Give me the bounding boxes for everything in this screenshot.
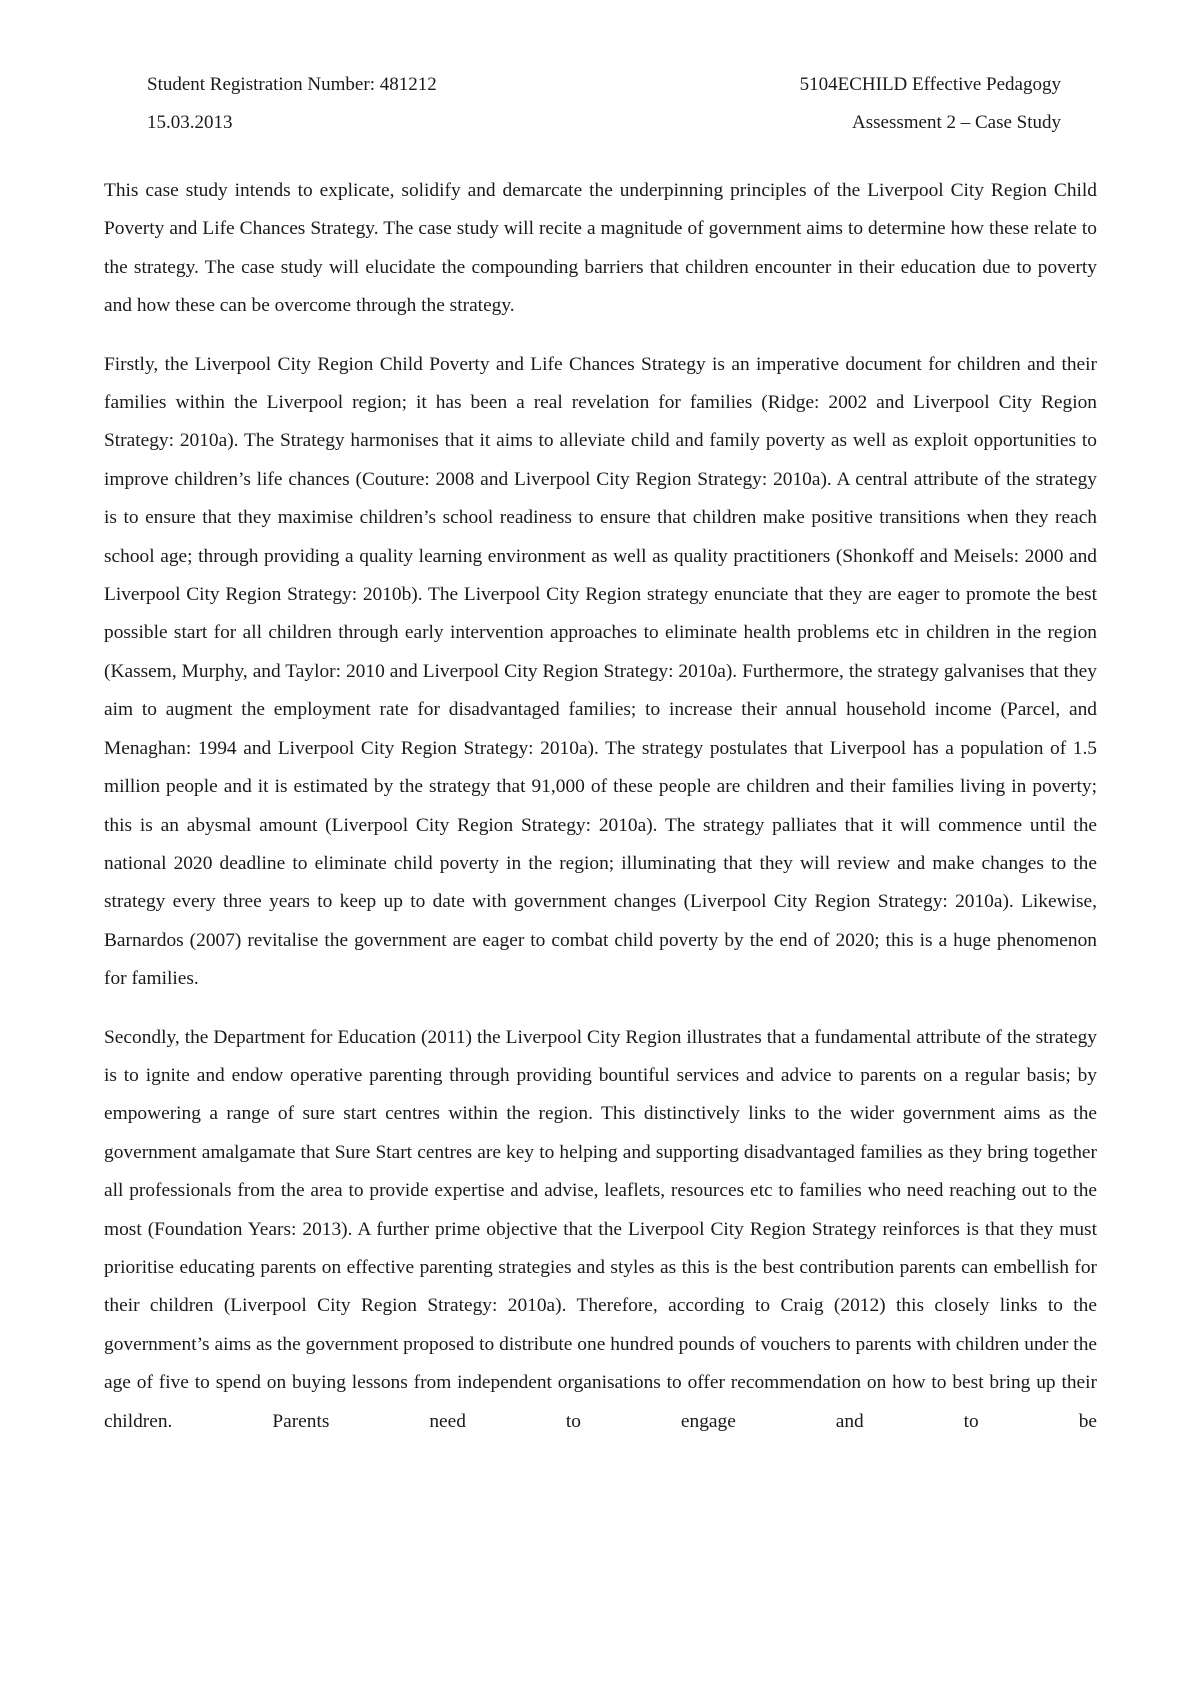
paragraph-introduction: This case study intends to explicate, solidify and demarcate the underpinning principles of the Liverpool City Region Child Poverty and Life Chances Strategy. The case study will recite a magnitude of government aims to determine how these relate to the strategy. The case study will elucidate the compounding barriers that children encounter in their education due to poverty and how these can be overcome through the strategy. [104,180,1097,317]
submission-date: 15.03.2013 [147,112,233,133]
paragraph-firstly: Firstly, the Liverpool City Region Child Poverty and Life Chances Strategy is an imperative document for children and their families within the Liverpool region; it has been a real revelation for families (Ridge: 2002 and Liverpool City Region Strategy: 2010a). The Strategy harmonises that it aims to alleviate child and family poverty as well as exploit opportunities to improve children’s life chances (Couture: 2008 and Liverpool City Region Strategy: 2010a). A central attribute of the strategy is to ensure that they maximise children’s school readiness to ensure that children make positive transitions when they reach school age; through providing a quality learning environment as well as quality practitioners (Shonkoff and Meisels: 2000 and Liverpool City Region Strategy: 2010b). The Liverpool City Region strategy enunciate that they are eager to promote the best possible start for all children through early intervention approaches to eliminate health problems etc in children in the region (Kassem, Murphy, and Taylor: 2010 and Liverpool City Region Strategy: 2010a). Furthermore, the strategy galvanises that they aim to augment the employment rate for disadvantaged families; to increase their annual household income (Parcel, and Menaghan: 1994 and Liverpool City Region Strategy: 2010a). The strategy postulates that Liverpool has a population of 1.5 million people and it is estimated by the strategy that 91,000 of these people are children and their families living in poverty; this is an abysmal amount (Liverpool City Region Strategy: 2010a). The strategy palliates that it will commence until the national 2020 deadline to eliminate child poverty in the region; illuminating that they will review and make changes to the strategy every three years to keep up to date with government changes (Liverpool City Region Strategy: 2010a). Likewise, Barnardos (2007) revitalise the government are eager to combat child poverty by the end of 2020; this is a huge phenomenon for families. [104,353,1097,990]
header-top-row [147,70,1061,100]
student-registration-number: Student Registration Number: 481212 [147,74,437,95]
assessment-title: Assessment 2 – Case Study [852,112,1061,133]
module-title: 5104ECHILD Effective Pedagogy [799,74,1061,95]
paragraph-secondly: Secondly, the Department for Education (2011) the Liverpool City Region illustrates that a fundamental attribute of the strategy is to ignite and endow operative parenting through providing bountiful services and advice to parents on a regular basis; by empowering a range of sure start centres within the region. This distinctively links to the wider government aims as the government amalgamate that Sure Start centres are key to helping and supporting disadvantaged families as they bring together all professionals from the area to provide expertise and advise, leaflets, resources etc to families who need reaching out to the most (Foundation Years: 2013). A further prime objective that the Liverpool City Region Strategy reinforces is that they must prioritise educating parents on effective parenting strategies and styles as this is the best contribution parents can embellish for their children (Liverpool City Region Strategy: 2010a). Therefore, according to Craig (2012) this closely links to the government’s aims as the government proposed to distribute one hundred pounds of vouchers to parents with children under the age of five to spend on buying lessons from independent organisations to offer recommendation on how to best bring up their children. Parents need to engage and to be [104,1026,1097,1432]
document-body [104,172,1097,1441]
header-second-row [147,108,1061,138]
